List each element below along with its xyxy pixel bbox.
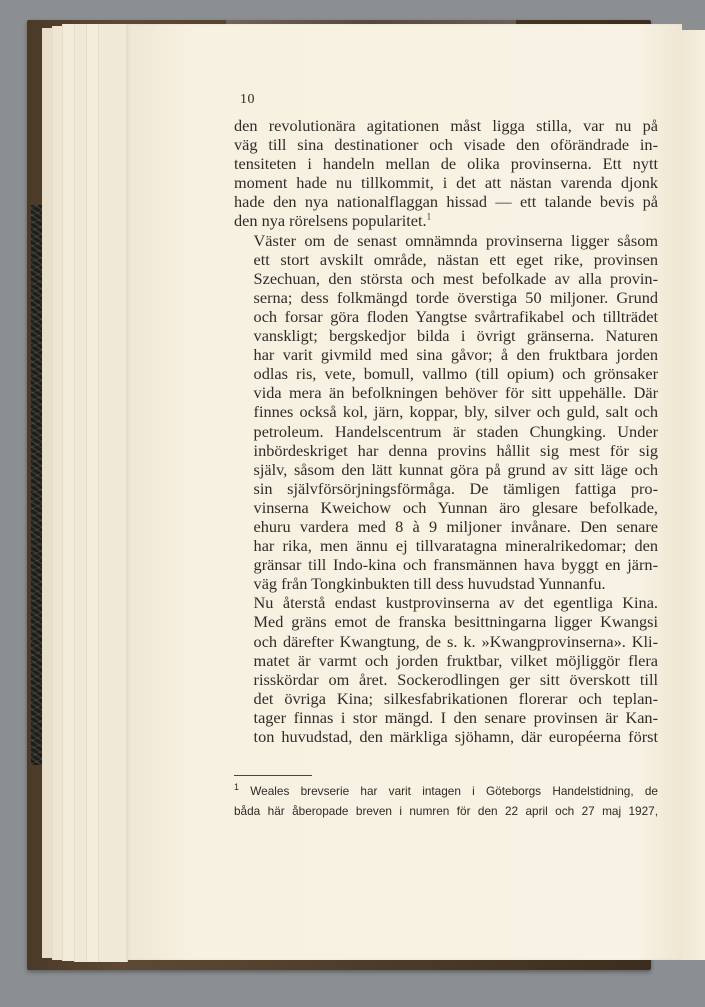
- text-line: risskördar om året. Sockerodlingen ger sitt överskott till: [253, 669, 658, 689]
- text-line: petroleum. Handelscentrum är staden Chungking. Under: [253, 421, 658, 441]
- text-line: Med gräns emot de franska besittningarna ligger Kwangsi: [253, 612, 658, 632]
- body-text: [234, 116, 658, 746]
- paragraph: [234, 231, 658, 594]
- text-line: gränsar till Indo-kina och fransmännen hava byggt en järn-: [253, 555, 658, 575]
- text-line: och forsar göra floden Yangtse svårtrafikabel och tillträdet: [253, 306, 658, 326]
- text-line: inbördeskriget har denna provins hållit sig mest för sig: [253, 440, 658, 460]
- footnote-line: [234, 781, 658, 801]
- text-line: väg till sina destinationer och visade den oförändrade in-: [234, 135, 658, 155]
- text-line: odlas ris, vete, bomull, vallmo (till opium) och grönsaker: [253, 364, 658, 384]
- text-line: vida mera än befolkningen behöver för sitt uppehälle. Där: [253, 383, 658, 403]
- text-line: serna; dess folkmängd torde överstiga 50 miljoner. Grund: [253, 287, 658, 307]
- footnote-line-content: Weales brevserie har varit intagen i Göteborgs Handelstidning, de: [250, 784, 658, 798]
- text-line: ton huvudstad, den märkliga sjöhamn, där européerna först: [253, 727, 658, 746]
- text-line: väg från Tongkinbukten till dess huvudstad Yunnanfu.: [253, 574, 606, 594]
- text-line: sin självförsörjningsförmåga. De tämligen fattiga pro-: [253, 478, 658, 498]
- paragraph: [234, 116, 658, 231]
- footnote: [234, 781, 658, 821]
- text-line: tensiteten i handeln mellan de olika provinserna. Ett nytt: [234, 154, 658, 174]
- paragraph: [234, 593, 658, 746]
- text-line: har rika, men ännu ej tillvaratagna mineralrikedomar; den: [253, 536, 658, 556]
- text-line: tager finnas i stor mängd. I den senare provinsen är Kan-: [253, 707, 658, 727]
- text-line: själv, såsom den lätt kunnat göra på grund av sitt läge och: [253, 459, 658, 479]
- text-line: [234, 211, 658, 230]
- text-line: Nu återstå endast kustprovinserna av det egentliga Kina.: [253, 593, 658, 613]
- text-line-content: den nya rörelsens popularitet.: [234, 211, 427, 231]
- footnote-marker: 1: [234, 782, 240, 793]
- footnote-divider: [234, 775, 312, 776]
- text-line: moment hade nu tillkommit, i det att nästan varenda djonk: [234, 173, 658, 193]
- text-line: vanskligt; bergskedjor bilda i övrigt gränserna. Naturen: [253, 326, 658, 346]
- text-line: ett stort avskilt område, nästan ett eget rike, provinsen: [253, 249, 658, 269]
- text-line: och därefter Kwangtung, de s. k. »Kwangprovinserna». Kli-: [253, 631, 658, 651]
- facing-page-edge: [680, 30, 705, 960]
- page-stack-edge: [98, 24, 128, 962]
- text-line: hade den nya nationalflaggan hissad — ett talande bevis på: [234, 192, 658, 212]
- text-line: det övriga Kina; silkesfabrikationen florerar och teplan-: [253, 688, 658, 708]
- text-line: finnes också kol, järn, koppar, bly, silver och guld, salt och: [253, 402, 658, 422]
- text-line: Väster om de senast omnämnda provinserna ligger såsom: [253, 230, 658, 250]
- text-line: den revolutionära agitationen måst ligga stilla, var nu på: [234, 116, 658, 135]
- text-line: vinserna Kweichow och Yunnan äro glesare befolkade,: [253, 497, 658, 517]
- footnote-line: båda här åberopade breven i numren för den 22 april och 27 maj 1927,: [234, 804, 658, 818]
- text-line: Szechuan, den största och mest befolkade av alla provin-: [253, 268, 658, 288]
- text-line: matet är varmt och jorden fruktbar, vilket möjliggör flera: [253, 650, 658, 670]
- footnote-reference: 1: [426, 212, 432, 223]
- book-page: [126, 24, 682, 960]
- text-line: ehuru vardera med 8 à 9 miljoner invånare. Den senare: [253, 516, 658, 536]
- page-number: 10: [240, 92, 255, 107]
- text-line: har varit givmild med sina gåvor; å den fruktbara jorden: [253, 345, 658, 365]
